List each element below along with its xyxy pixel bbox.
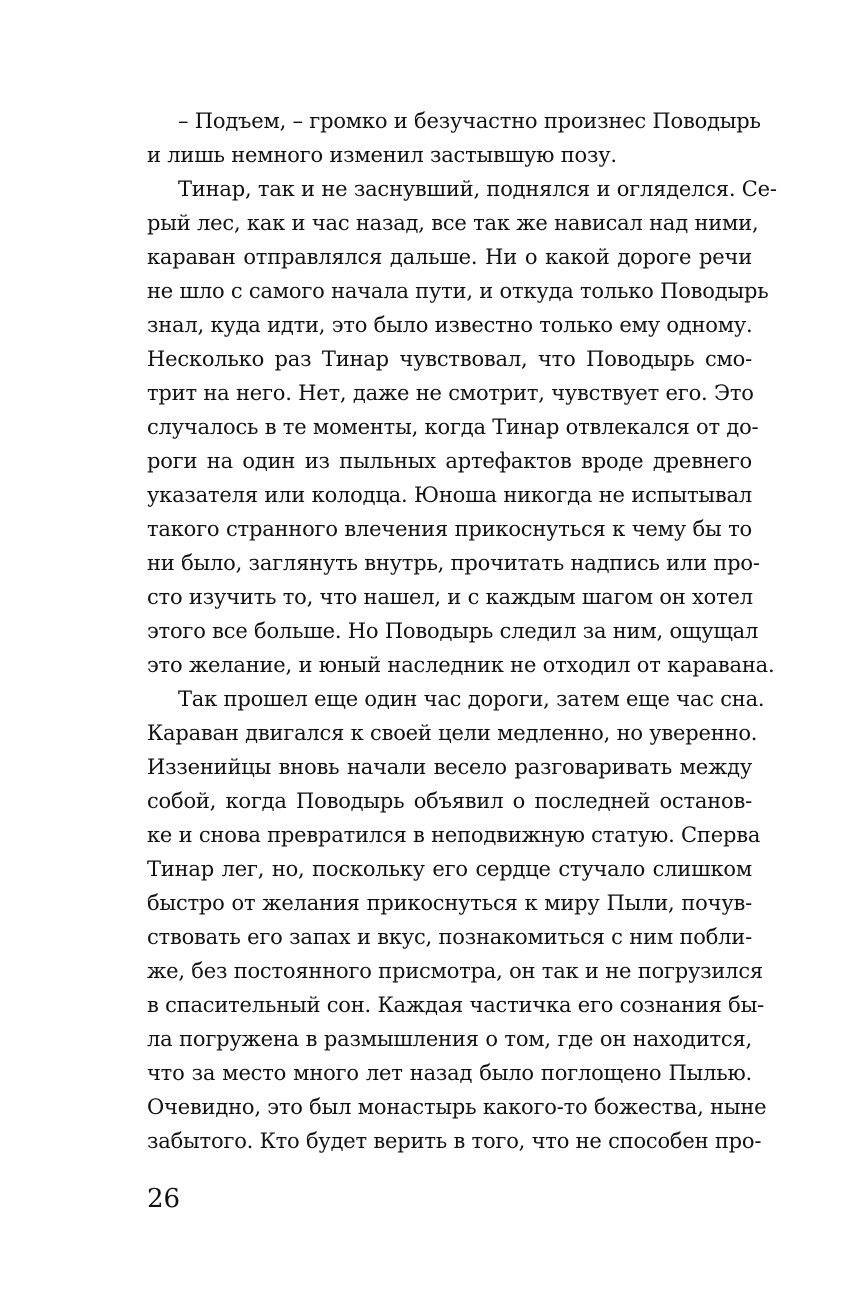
text-line: собой, когда Поводырь объявил о последней останов- [147, 789, 752, 813]
text-line: – Подъем, – громко и безучастно произнес Поводырь [178, 109, 761, 133]
text-line: быстро от желания прикоснуться к миру Пыли, почув- [147, 891, 752, 915]
text-line: ствовать его запах и вкус, познакомиться с ним побли- [147, 925, 752, 949]
text-line: Иззенийцы вновь начали весело разговаривать между [147, 755, 752, 779]
text-line: забытого. Кто будет верить в того, что не способен про- [147, 1129, 762, 1153]
text-line: такого странного влечения прикоснуться к чему бы то [147, 517, 752, 541]
text-line: этого все больше. Но Поводырь следил за ним, ощущал [147, 619, 759, 643]
text-line: же, без постоянного присмотра, он так и не погрузился [147, 959, 763, 983]
text-line: это желание, и юный наследник не отходил от каравана. [147, 653, 775, 677]
text-line: Очевидно, это был монастырь какого-то божества, ныне [147, 1095, 767, 1119]
text-line: трит на него. Нет, даже не смотрит, чувствует его. Это [147, 381, 754, 405]
text-line: рый лес, как и час назад, все так же нависал над ними, [147, 211, 759, 235]
text-line: Тинар лег, но, поскольку его сердце стучало слишком [147, 857, 752, 881]
page-number: 26 [147, 1184, 181, 1214]
text-line: случалось в те моменты, когда Тинар отвлекался от до- [147, 415, 759, 439]
text-line: Караван двигался к своей цели медленно, но уверенно. [147, 721, 758, 745]
text-line: Несколько раз Тинар чувствовал, что Поводырь смо- [147, 347, 752, 371]
text-line: караван отправлялся дальше. Ни о какой дороге речи [147, 245, 752, 269]
text-line: ла погружена в размышления о том, где он находится, [147, 1027, 752, 1051]
text-line: роги на один из пыльных артефактов вроде древнего [147, 449, 752, 473]
text-line: не шло с самого начала пути, и откуда только Поводырь [147, 279, 769, 303]
text-line: ке и снова превратился в неподвижную статую. Сперва [147, 823, 761, 847]
text-line: в спасительный сон. Каждая частичка его сознания бы- [147, 993, 765, 1017]
text-line: что за место много лет назад было поглощено Пылью. [147, 1061, 752, 1085]
text-line: знал, куда идти, это было известно только ему одному. [147, 313, 753, 337]
text-line: Так прошел еще один час дороги, затем еще час сна. [178, 687, 765, 711]
page-text [147, 104, 777, 1158]
text-line: ни было, заглянуть внутрь, прочитать надпись или про- [147, 551, 760, 575]
text-line: и лишь немного изменил застывшую позу. [147, 143, 617, 167]
text-line: указателя или колодца. Юноша никогда не испытывал [147, 483, 752, 507]
text-line: сто изучить то, что нашел, и с каждым шагом он хотел [147, 585, 753, 609]
text-line: Тинар, так и не заснувший, поднялся и огляделся. Се- [178, 177, 777, 201]
